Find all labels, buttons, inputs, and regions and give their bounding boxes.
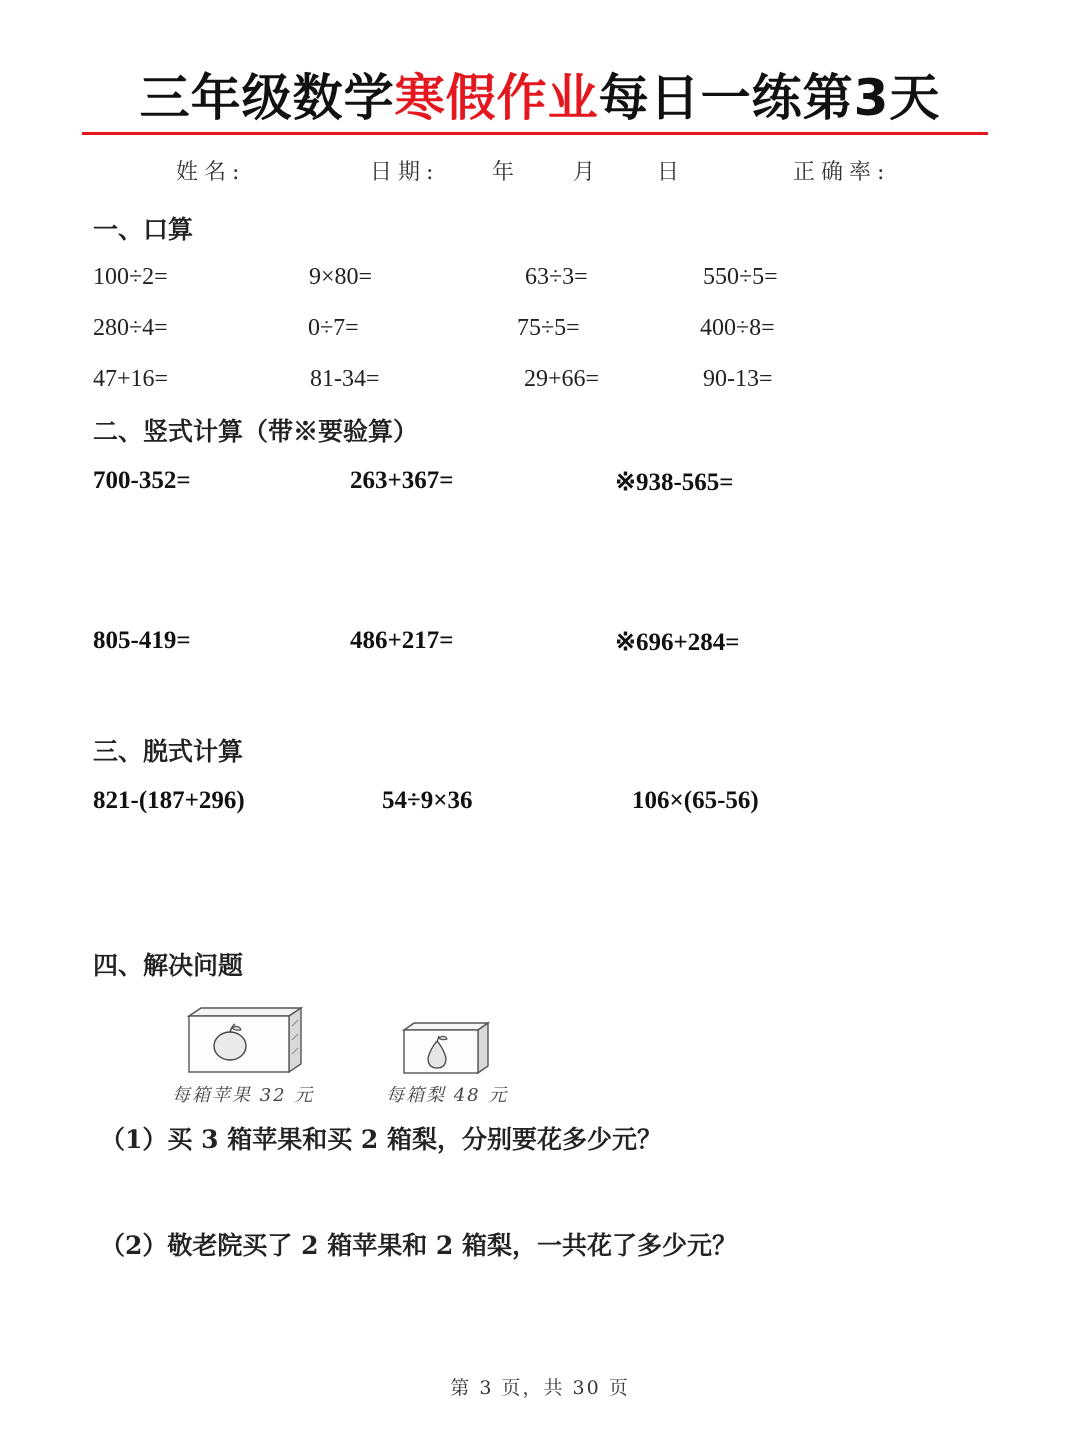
- oral-problem: 47+16=: [93, 366, 169, 392]
- vertical-problem: 263+367=: [350, 467, 454, 494]
- question-2: （2）敬老院买了 2 箱苹果和 2 箱梨，一共花了多少元？: [100, 1231, 738, 1260]
- month-label: 月: [573, 160, 602, 185]
- oral-problem: 100÷2=: [93, 264, 168, 290]
- section-heading-oral: 一、口算: [93, 215, 194, 244]
- oral-problem: 63÷3=: [525, 264, 588, 290]
- section-heading-stepwise: 三、脱式计算: [93, 737, 244, 766]
- apple-icon: [214, 1032, 246, 1060]
- name-field-label: 姓名:: [176, 160, 246, 185]
- year-label: 年: [492, 160, 521, 185]
- accuracy-field-label: 正确率:: [793, 160, 891, 185]
- date-field-label: 日期:: [370, 160, 440, 185]
- vertical-problem: 700-352=: [93, 467, 191, 494]
- vertical-problem-check: ※938-565=: [615, 469, 734, 496]
- apple-price-caption: 每箱苹果 32 元: [172, 1085, 315, 1106]
- oral-problem: 90-13=: [703, 366, 773, 392]
- stepwise-problem: 106×(65-56): [632, 787, 759, 814]
- title-highlight: 寒假作业: [394, 69, 599, 127]
- pear-box-illustration: [400, 1020, 492, 1076]
- vertical-problem: 805-419=: [93, 627, 191, 654]
- oral-problem: 550÷5=: [703, 264, 778, 290]
- oral-problem: 29+66=: [524, 366, 600, 392]
- day-label: 日: [657, 160, 686, 185]
- apple-box-illustration: [185, 1006, 305, 1076]
- vertical-problem-check: ※696+284=: [615, 629, 740, 656]
- oral-problem: 280÷4=: [93, 315, 168, 341]
- oral-problem: 400÷8=: [700, 315, 775, 341]
- question-1: （1）买 3 箱苹果和买 2 箱梨，分别要花多少元？: [100, 1125, 663, 1154]
- section-heading-problems: 四、解决问题: [93, 951, 244, 980]
- pear-price-caption: 每箱梨 48 元: [386, 1085, 509, 1106]
- title-underline: [82, 132, 988, 135]
- oral-problem: 81-34=: [310, 366, 380, 392]
- oral-problem: 75÷5=: [517, 315, 580, 341]
- vertical-problem: 486+217=: [350, 627, 454, 654]
- title-part-3: 每日一练第3天: [598, 69, 941, 127]
- stepwise-problem: 821-(187+296): [93, 787, 245, 814]
- oral-problem: 0÷7=: [308, 315, 359, 341]
- page-title: [0, 58, 1080, 130]
- section-heading-vertical: 二、竖式计算（带※要验算）: [93, 417, 419, 446]
- stepwise-problem: 54÷9×36: [382, 787, 473, 814]
- title-part-1: 三年级数学: [139, 69, 395, 127]
- oral-problem: 9×80=: [309, 264, 373, 290]
- page-number-footer: 第 3 页，共 30 页: [450, 1377, 630, 1399]
